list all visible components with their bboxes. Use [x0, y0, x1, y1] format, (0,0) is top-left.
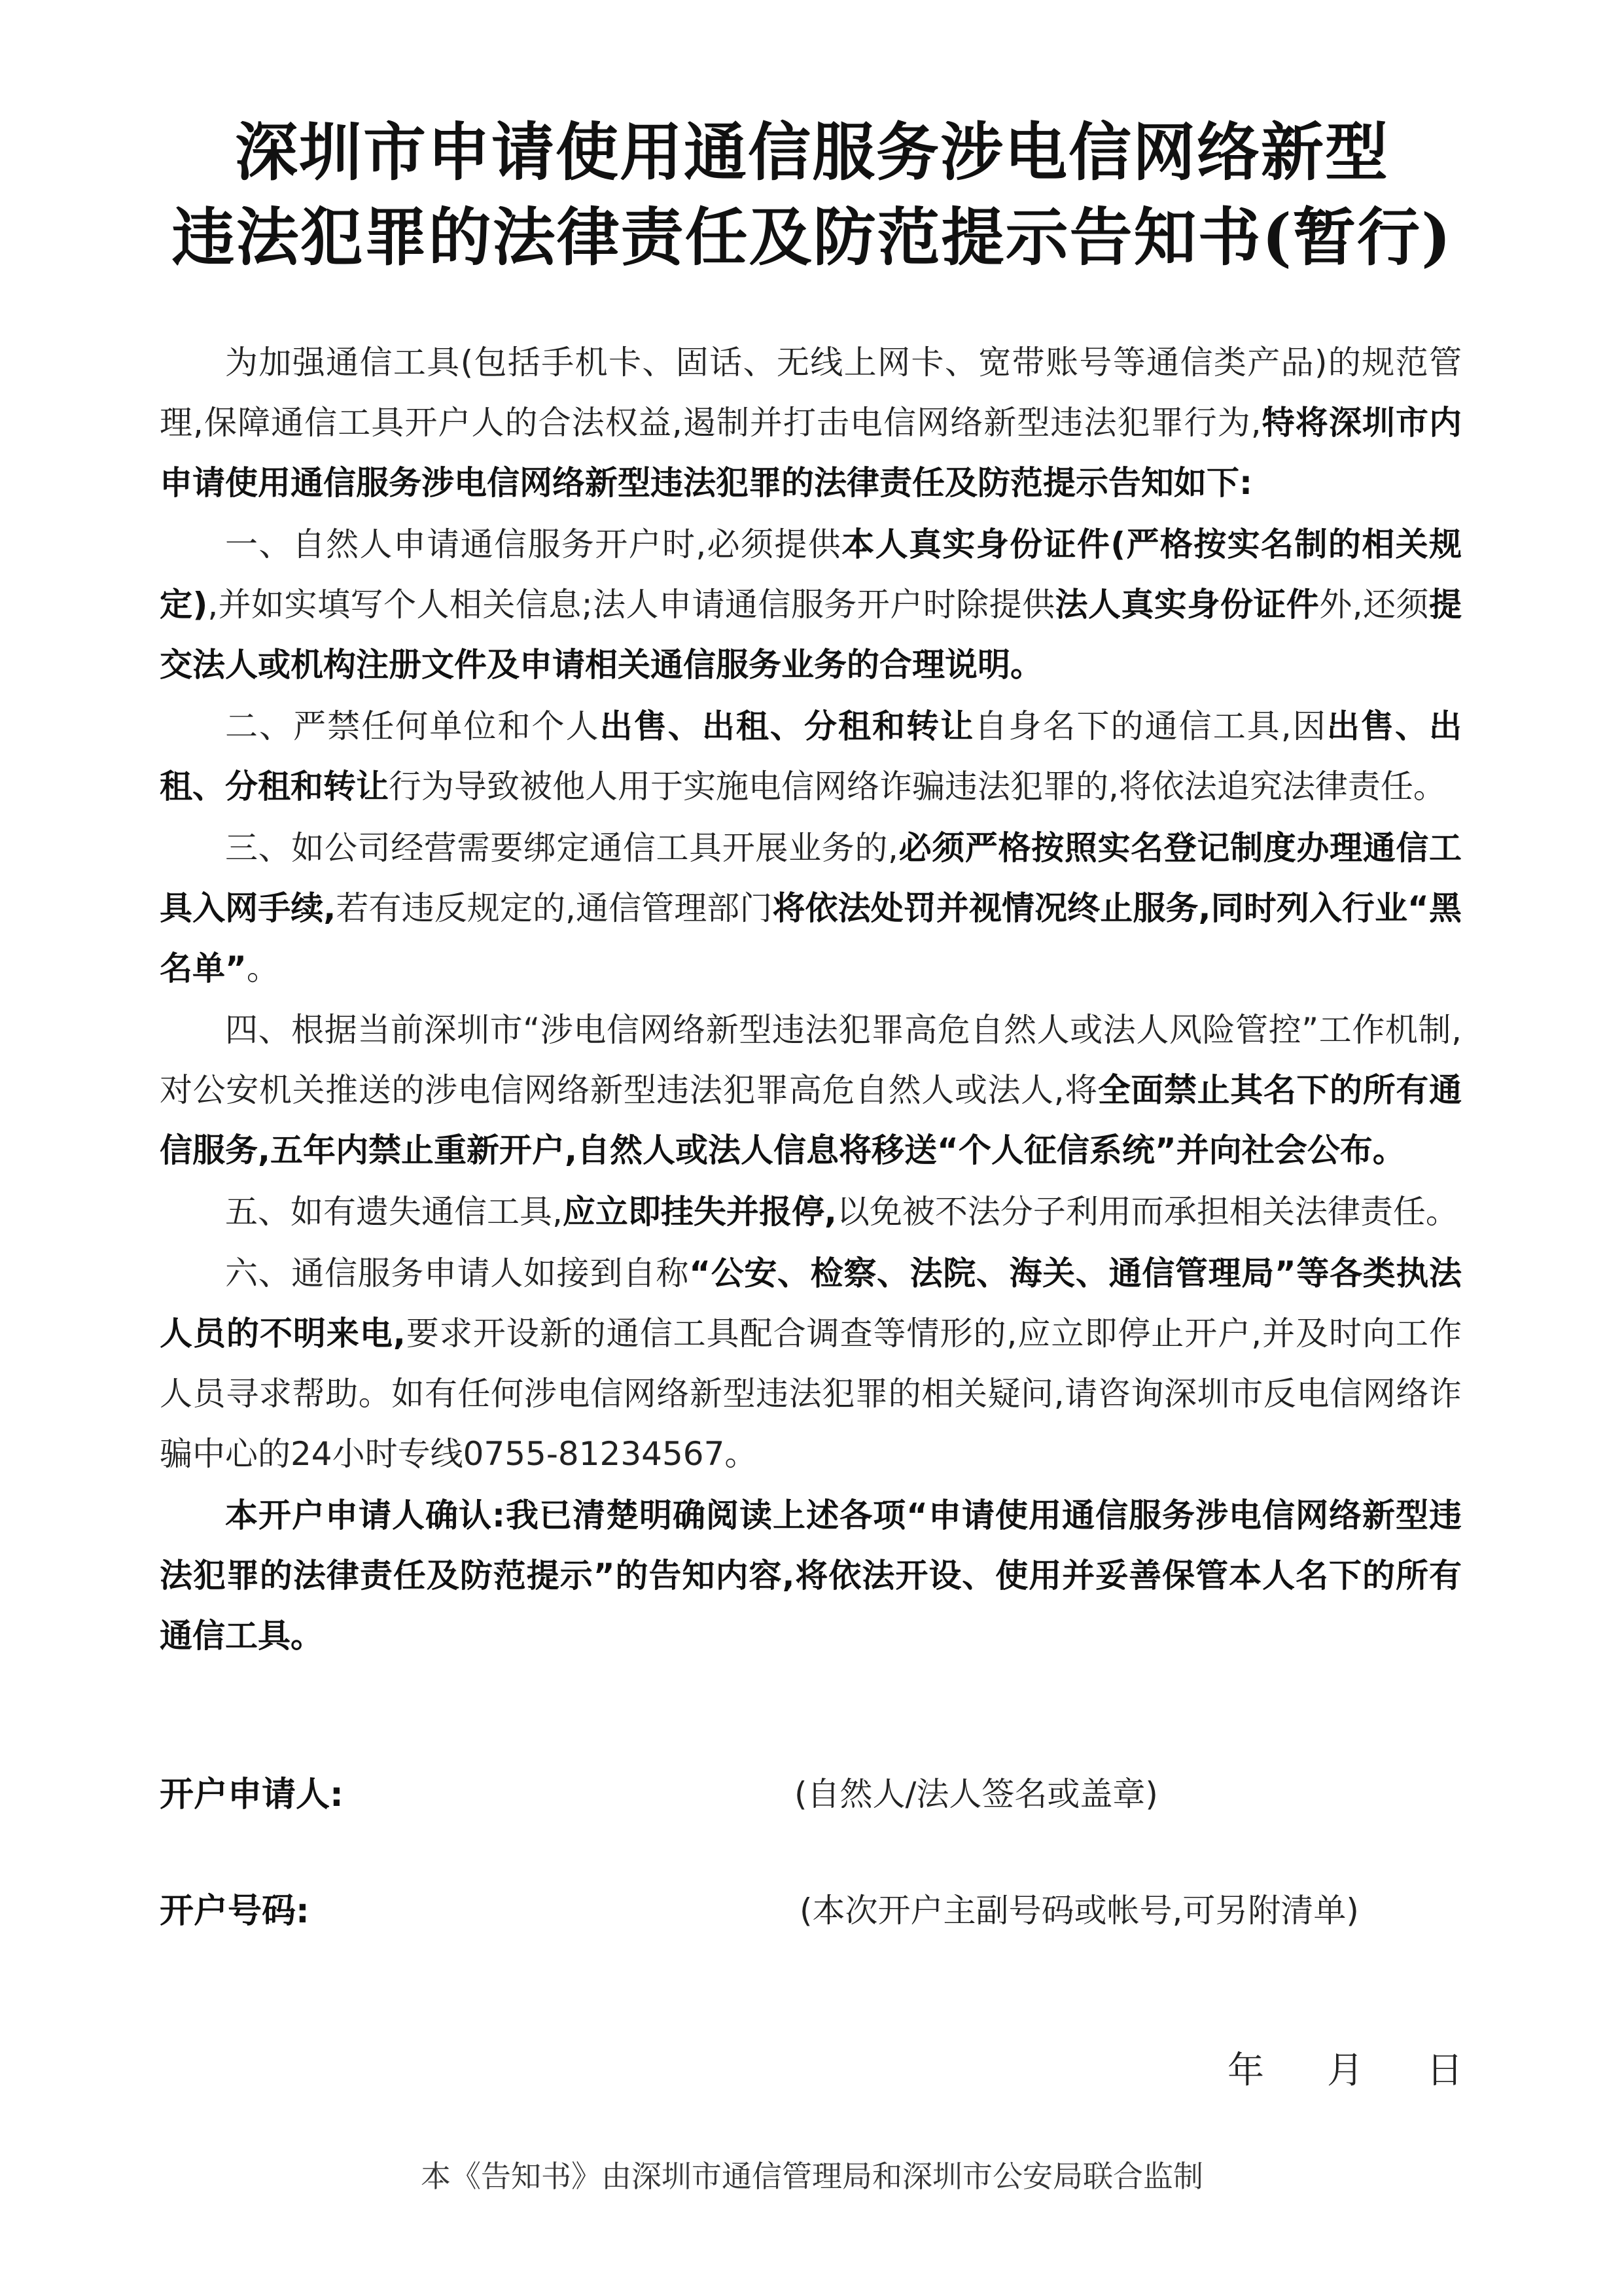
body-text: 自身名下的通信工具,因 — [974, 707, 1327, 745]
emphasis-text: “公安、检察、法院、海关、通信管理局”等各类执法人员的不明来电, — [160, 1254, 1462, 1352]
emphasis-text: 应立即挂失并报停, — [562, 1193, 837, 1231]
emphasis-text: 全面禁止其名下的所有通信服务,五年内禁止重新开户,自然人或法人信息将移送“个人征信系统”并向社会公布。 — [160, 1071, 1462, 1169]
notice-paragraph-6 — [160, 1182, 1462, 1242]
emphasis-text: 本开户申请人确认:我已清楚明确阅读上述各项“申请使用通信服务涉电信网络新型违法犯罪的法律责任及防范提示”的告知内容,将依法开设、使用并妥善保管本人名下的所有通信工具。 — [160, 1496, 1462, 1655]
body-text: 以免被不法分子利用而承担相关法律责任。 — [836, 1193, 1458, 1231]
footer-supervision-note: 本《告知书》由深圳市通信管理局和深圳市公安局联合监制 — [421, 2159, 1203, 2194]
applicant-label: 开户申请人: — [160, 1775, 344, 1814]
body-text: 一、自然人申请通信服务开户时,必须提供 — [225, 525, 842, 563]
notice-paragraph-2 — [160, 514, 1462, 695]
emphasis-text: 出售、出租、分租和转让 — [160, 707, 1462, 805]
body-text: 六、通信服务申请人如接到自称 — [225, 1254, 690, 1292]
document-title-line-1: 深圳市申请使用通信服务涉电信网络新型 — [235, 115, 1389, 189]
body-text: ,并如实填写个人相关信息;法人申请通信服务开户时除提供 — [207, 586, 1055, 624]
body-text: 五、如有遗失通信工具, — [225, 1193, 563, 1231]
emphasis-text: 出售、出租、分租和转让 — [599, 707, 975, 745]
body-text: 行为导致被他人用于实施电信网络诈骗违法犯罪的,将依法追究法律责任。 — [389, 768, 1446, 805]
account-number-label: 开户号码: — [160, 1892, 309, 1931]
notice-paragraph-3 — [160, 696, 1462, 817]
emphasis-text: 提交法人或机构注册文件及申请相关通信服务业务的合理说明。 — [160, 586, 1462, 684]
body-text: 若有违反规定的,通信管理部门 — [336, 889, 773, 927]
emphasis-text: 法人真实身份证件 — [1055, 586, 1320, 624]
notice-paragraph-1 — [160, 332, 1462, 513]
document-title-line-2: 违法犯罪的法律责任及防范提示告知书(暂行) — [171, 200, 1453, 274]
notice-paragraph-7 — [160, 1243, 1462, 1484]
account-number-hint: (本次开户主副号码或帐号,可另附清单) — [800, 1892, 1359, 1930]
notice-body — [160, 332, 1462, 1667]
body-text: 三、如公司经营需要绑定通信工具开展业务的, — [225, 829, 898, 867]
body-text: 。 — [246, 949, 279, 987]
body-text: 要求开设新的通信工具配合调查等情形的,应立即停止开户,并及时向工作人员寻求帮助。如有任何涉电信网络新型违法犯罪的相关疑问,请咨询深圳市反电信网络诈骗中心的24小时专线0755-81234567。 — [160, 1315, 1462, 1473]
body-text: 为加强通信工具(包括手机卡、固话、无线上网卡、宽带账号等通信类产品)的规范管理,保障通信工具开户人的合法权益,遏制并打击电信网络新型违法犯罪行为, — [160, 344, 1462, 442]
emphasis-text: 本人真实身份证件(严格按实名制的相关规定) — [160, 525, 1462, 624]
notice-paragraph-5 — [160, 1000, 1462, 1180]
emphasis-text: 特将深圳市内申请使用通信服务涉电信网络新型违法犯罪的法律责任及防范提示告知如下: — [160, 404, 1462, 502]
notice-paragraph-4 — [160, 818, 1462, 998]
emphasis-text: 必须严格按照实名登记制度办理通信工具入网手续, — [160, 829, 1462, 927]
applicant-signature-hint: (自然人/法人签名或盖章) — [794, 1775, 1158, 1813]
emphasis-text: 将依法处罚并视情况终止服务,同时列入行业“黑名单” — [160, 889, 1462, 987]
body-text: 外,还须 — [1319, 586, 1429, 624]
date-month: 月 — [1327, 2049, 1364, 2092]
date-year: 年 — [1227, 2049, 1264, 2092]
body-text: 四、根据当前深圳市“涉电信网络新型违法犯罪高危自然人或法人风险管控”工作机制,对公安机关推送的涉电信网络新型违法犯罪高危自然人或法人,将 — [160, 1011, 1462, 1109]
date-day: 日 — [1426, 2049, 1463, 2092]
notice-paragraph-8 — [160, 1485, 1462, 1666]
body-text: 二、严禁任何单位和个人 — [225, 707, 600, 745]
